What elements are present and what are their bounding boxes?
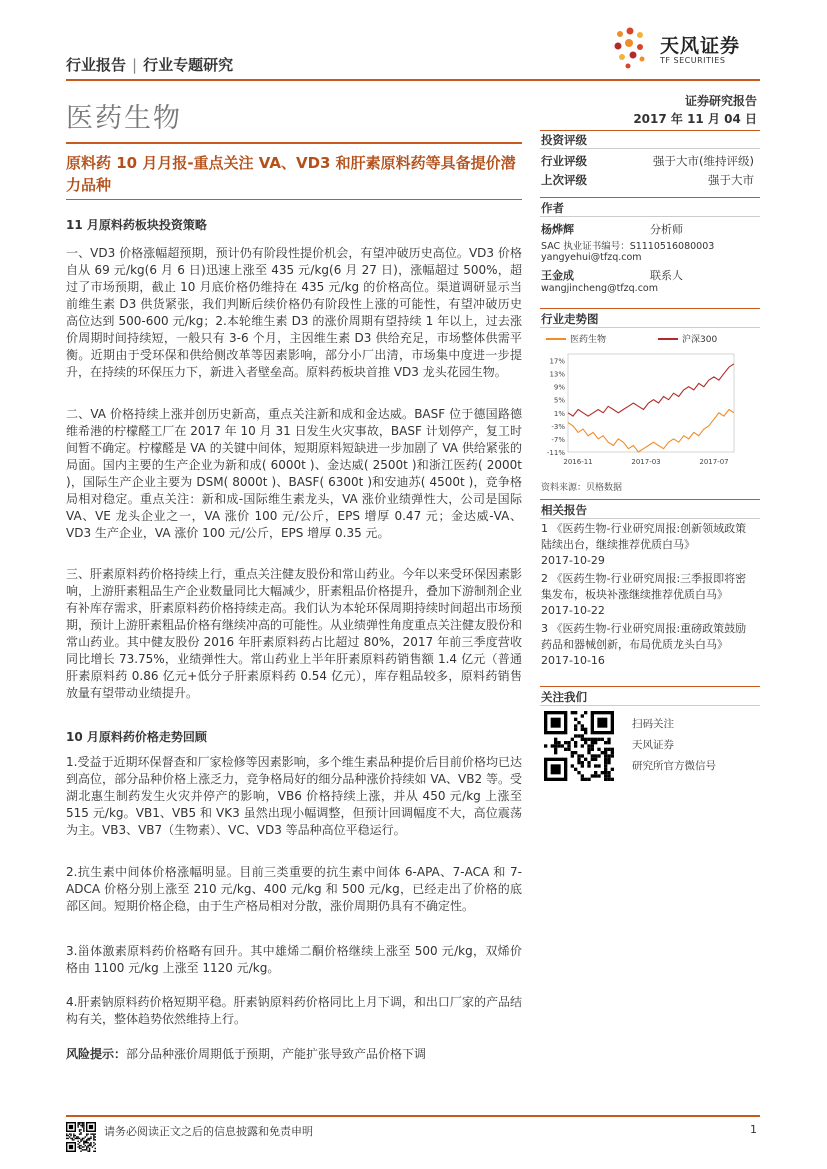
sidebar-divider xyxy=(540,518,760,519)
authors-heading: 作者 xyxy=(541,201,564,215)
related-report-date: 2017-10-16 xyxy=(541,654,605,667)
chart-frame xyxy=(568,354,734,452)
y-tick-label: 13% xyxy=(549,370,565,379)
category-label: 行业报告 xyxy=(66,56,127,74)
category-separator: | xyxy=(132,56,138,74)
trend-heading: 行业走势图 xyxy=(541,312,599,326)
follow-line-2: 天风证券 xyxy=(632,739,674,751)
y-tick-label: 1% xyxy=(553,409,565,418)
risk-label: 风险提示： xyxy=(66,1047,127,1061)
section-heading: 11 月原料药板块投资策略 xyxy=(66,218,207,232)
related-report-date: 2017-10-22 xyxy=(541,604,605,617)
related-report-1[interactable] xyxy=(541,521,757,569)
related-heading: 相关报告 xyxy=(541,503,587,517)
page-number: 1 xyxy=(750,1123,757,1136)
related-report-2[interactable] xyxy=(541,571,757,619)
paragraph: 4.肝素钠原料药价格短期平稳。肝素钠原料药价格同比上月下调，和出口厂家的产品结构有关，整体趋势依然维持上行。 xyxy=(66,995,522,1026)
previous-rating xyxy=(541,172,754,188)
sidebar-divider xyxy=(540,686,760,687)
logo-subtitle: TF SECURITIES xyxy=(660,56,726,65)
y-tick-label: 9% xyxy=(553,383,565,392)
sidebar-divider xyxy=(540,216,760,217)
risk-warning xyxy=(66,1045,522,1062)
footer-divider xyxy=(66,1115,760,1117)
paragraph: 3.甾体激素原料药价格略有回升。其中雄烯二酮价格继续上涨至 500 元/kg，双烯价格由 1100 元/kg 上涨至 1120 元/kg。 xyxy=(66,944,522,975)
y-tick-label: -3% xyxy=(551,422,565,431)
follow-line-3: 研究所官方微信号 xyxy=(632,760,716,772)
sidebar-divider xyxy=(540,327,760,328)
footer-qr-code-icon[interactable] xyxy=(66,1122,96,1152)
industry-rating-label: 行业评级 xyxy=(541,154,587,168)
wechat-qr-code-icon[interactable] xyxy=(544,711,614,781)
report-title: 原料药 10 月月报-重点关注 VA、VD3 和肝素原料药等具备提价潜力品种 xyxy=(66,154,516,194)
industry-rating xyxy=(541,153,754,169)
y-tick-label: -7% xyxy=(551,435,565,444)
analyst-1-name: 杨烨辉 xyxy=(541,223,574,236)
prev-rating-label: 上次评级 xyxy=(541,173,587,187)
chart-axes xyxy=(547,354,734,466)
legend-label-medicine: 医药生物 xyxy=(570,335,607,345)
analyst-2-email[interactable]: wangjincheng@tfzq.com xyxy=(541,283,658,294)
follow-heading: 关注我们 xyxy=(541,690,587,704)
industry-title: 医药生物 xyxy=(66,103,182,134)
related-report-title[interactable]: 1 《医药生物-行业研究周报:创新领域政策陆续出台，继续推荐优质白马》 xyxy=(541,522,747,551)
sidebar-divider xyxy=(540,148,760,149)
prev-rating-value: 强于大市 xyxy=(708,173,754,187)
report-date: 2017 年 11 月 04 日 xyxy=(633,112,757,126)
series-line-hs300 xyxy=(568,364,734,416)
related-report-date: 2017-10-29 xyxy=(541,554,605,567)
related-report-title[interactable]: 3 《医药生物-行业研究周报:重磅政策鼓励药品和器械创新，布局优质龙头白马》 xyxy=(541,622,747,651)
y-tick-label: -11% xyxy=(546,449,565,457)
related-report-title[interactable]: 2 《医药生物-行业研究周报:三季报即将密集发布，板块补涨继续推荐优质白马》 xyxy=(541,572,747,601)
analyst-1-cert: SAC 执业证书编号：S1110516080003 xyxy=(541,241,715,252)
analyst-1-title: 分析师 xyxy=(650,223,683,236)
sidebar-divider xyxy=(540,705,760,706)
sidebar-divider xyxy=(540,499,760,500)
footer-disclaimer[interactable]: 请务必阅读正文之后的信息披露和免责申明 xyxy=(104,1125,313,1138)
paragraph: 三、肝素原料药价格持续上行，重点关注健友股份和常山药业。今年以来受环保因素影响，上游肝素粗品生产企业数量同比大幅减少，肝素粗品价格提升，叠加下游制剂企业有补库存需求，肝素原料药价格持续走高。我们认为本轮环保周期持续时间超出市场预期，预计上游肝素粗品价格有继续冲高的可能性。从业绩弹性角度重点关注健友股份和常山药业。其中健友股份 2016 年肝素原料药占比超过 80%，2017 年前三季度营收同比增长 73.75%，业绩弹性大。常山药业上半年肝素原料药销售额 1.4 亿元（普通肝素原料药 0.86 亿元+低分子肝素原料药 0.54 亿元），库存粗品较多，原料药销售放量有望带动业绩提升。 xyxy=(66,567,523,700)
legend-label-hs300: 沪深300 xyxy=(682,335,718,345)
sidebar-divider xyxy=(540,197,760,198)
paragraph: 二、VA 价格持续上涨并创历史新高，重点关注新和成和金达威。BASF 位于德国路德维希港的柠檬醛工厂在 2017 年 10 月 31 日发生火灾事故，BASF 计划停产，复工时间暂不确定。柠檬醛是 VA 的关键中间体，短期原料短缺进一步加剧了 VA 供给紧张的局面。国内主要的生产企业为新和成( 6000t )、金达威( 2500t )和浙江医药( 2000t )，国际生产企业主要为 DSM( 8000t )、BASF( 6300t )和安迪苏( 4500t )，竞争格局相对稳定。重点关注：新和成-国际维生素龙头，VA 涨价业绩弹性大，公司是国际 VA、VE 龙头企业之一，VA 涨价 100 元/公斤，EPS 增厚 0.47 元；金达威-VA、VD3 生产企业，VA 涨价 100 元/公斤，EPS 增厚 0.35 元。 xyxy=(66,407,522,540)
paragraph: 一、VD3 价格涨幅超预期，预计仍有阶段性提价机会，有望冲破历史高位。VD3 价格自从 69 元/kg(6 月 6 日)迅速上涨至 435 元/kg(6 月 27 日)，涨幅超过 500%，超过了市场预期，截止 10 月底价格仍维持在 435 元/kg 的价格高位。渠道调研显示当前维生素 D3 供货紧张，我们判断后续价格仍有阶段性上涨的可能性，有望冲破历史高位达到 500-600 元/kg；2.本轮维生素 D3 的涨价周期有望持续 1 年以上，过去涨价周期时间持续短，一般只有 3-6 个月，主因维生素 D3 供给充足，市场整体供需平衡。近期由于受环保和供给侧改革等因素影响，部分小厂出清，市场集中度进一步提升，在持续的环保压力下，新进入者壁垒高。原料药板块首推 VD3 龙头花园生物。 xyxy=(66,246,522,379)
rating-heading: 投资评级 xyxy=(541,133,587,147)
header-divider xyxy=(66,79,760,81)
industry-rating-value: 强于大市(维持评级) xyxy=(653,154,754,168)
follow-line-1: 扫码关注 xyxy=(632,718,674,730)
x-tick-label: 2016-11 xyxy=(563,458,593,466)
sidebar-divider xyxy=(540,130,760,131)
report-category xyxy=(66,54,233,75)
paragraph: 2.抗生素中间体价格涨幅明显。目前三类重要的抗生素中间体 6-APA、7-ACA 和 7-ADCA 价格分别上涨至 210 元/kg、400 元/kg 和 500 元/kg，已经走出了价格的底部区间。短期价格企稳，由于生产格局相对分散，涨价周期仍具有不确定性。 xyxy=(66,865,522,913)
x-tick-label: 2017-07 xyxy=(699,458,729,466)
report-type: 证券研究报告 xyxy=(684,94,757,108)
x-tick-label: 2017-03 xyxy=(631,458,661,466)
analyst-2-name: 王金成 xyxy=(541,269,574,282)
title-divider-bottom xyxy=(66,199,522,200)
industry-trend-chart xyxy=(538,330,760,470)
chart-source: 资料来源：贝格数据 xyxy=(541,483,623,493)
title-divider-top xyxy=(66,142,522,144)
logo-name: 天风证券 xyxy=(660,35,741,57)
paragraph: 1.受益于近期环保督查和厂家检修等因素影响，多个维生素品种提价后目前价格均已达到高位，部分品种价格上涨乏力，竞争格局好的细分品种涨价持续如 VA、VB2 等。受湖北惠生制药发生火灾并停产的影响，VB6 价格持续上涨，并从 450 元/kg 上涨至 515 元/kg。VB1、VB5 和 VK3 虽然出现小幅调整，但预计回调幅度不大，高位震荡为主。VB3、VB7（生物素）、VC、VD3 等品种高位平稳运行。 xyxy=(66,755,522,837)
analyst-1-email[interactable]: yangyehui@tfzq.com xyxy=(541,252,642,263)
y-tick-label: 5% xyxy=(553,396,565,405)
risk-text: 部分品种涨价周期低于预期，产能扩张导致产品价格下调 xyxy=(126,1047,427,1061)
related-report-3[interactable] xyxy=(541,621,757,669)
analyst-2-title: 联系人 xyxy=(650,269,683,282)
section-heading: 10 月原料药价格走势回顾 xyxy=(66,730,207,744)
series-line-medicine xyxy=(568,410,734,453)
subcategory-label: 行业专题研究 xyxy=(143,56,234,74)
y-tick-label: 17% xyxy=(549,357,565,366)
sidebar-divider xyxy=(540,308,760,309)
chart-lines xyxy=(568,364,734,452)
